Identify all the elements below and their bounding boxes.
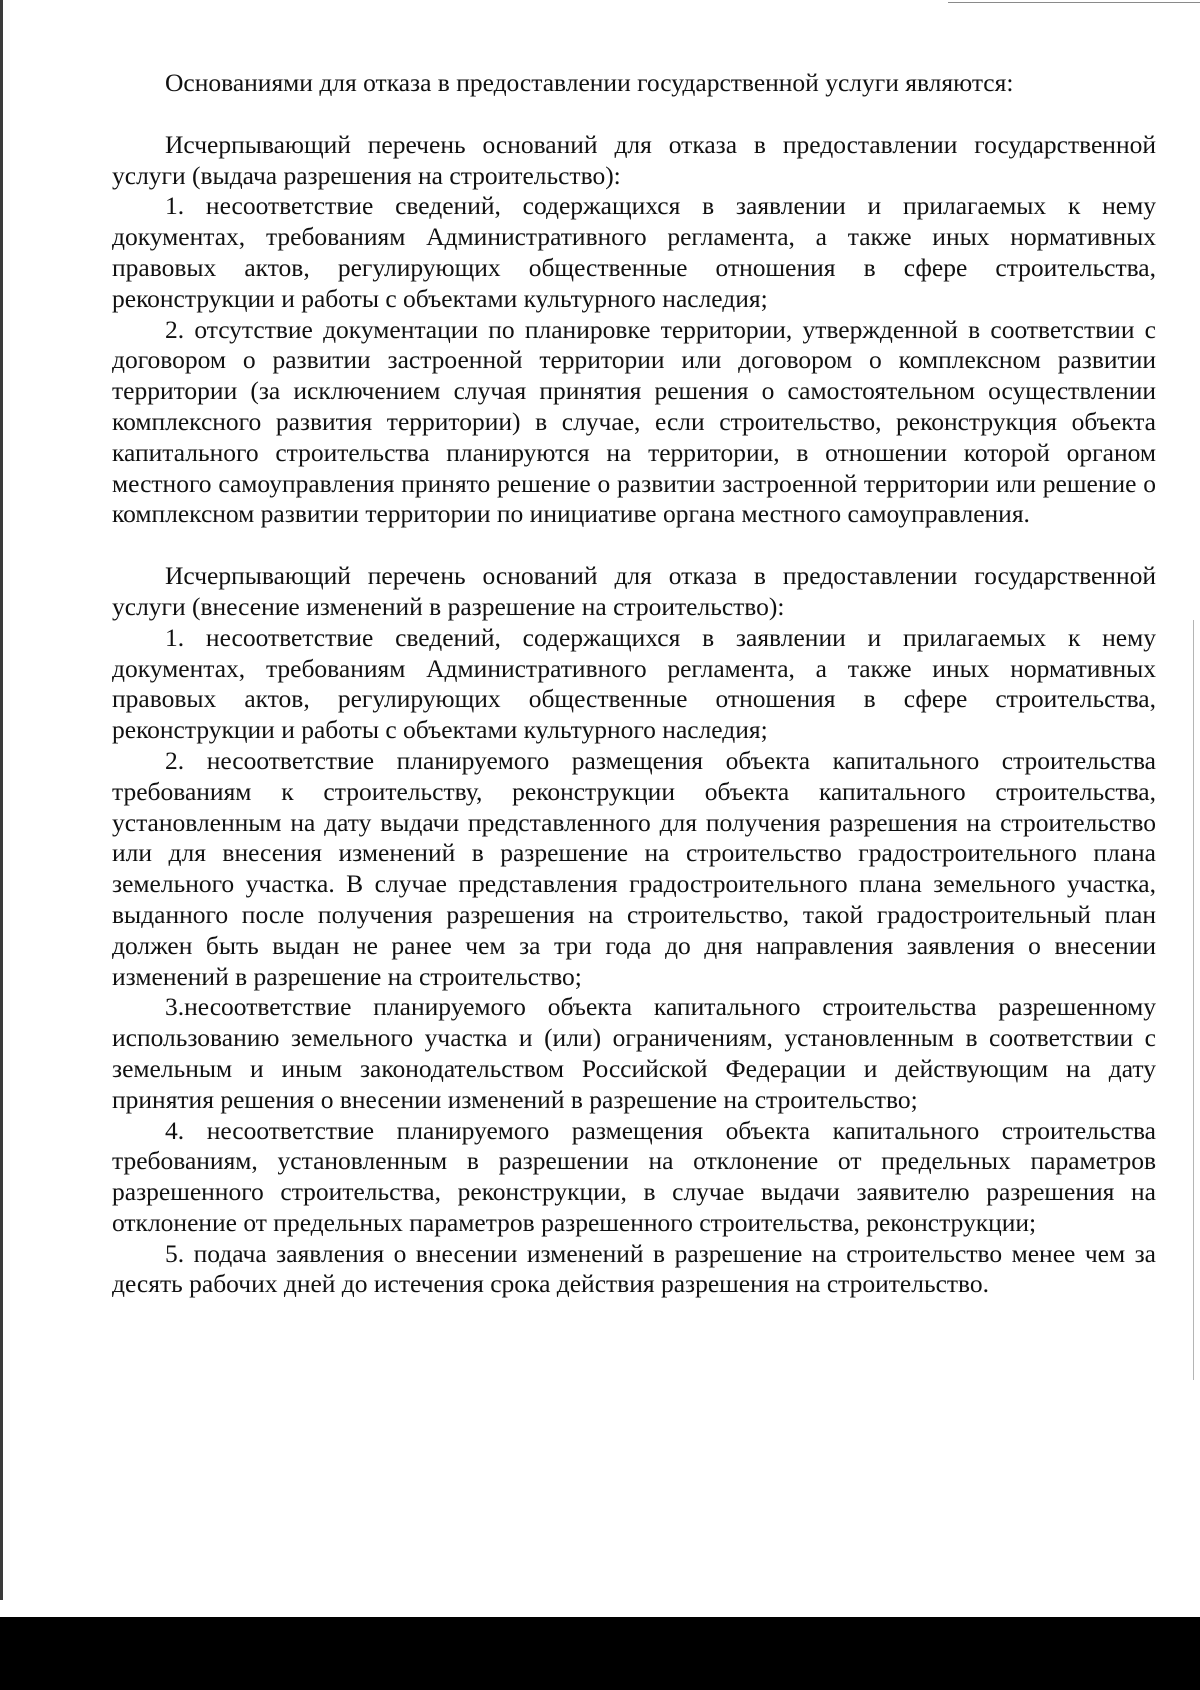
list-item: 3.несоответствие планируемого объекта капитального строительства разрешенному использованию земельного участка и (или) ограничениям, установленным в соответствии с земельным и иным законодательством Российской Федерации и действующим на дату принятия решения о внесении изменений в разрешение на строительство;: [112, 992, 1156, 1114]
list-item: 2. несоответствие планируемого размещения объекта капитального строительства требованиям к строительству, реконструкции объекта капитального строительства, установленным на дату выдачи представленного для получения разрешения на строительство или для внесения изменений в разрешение на строительство градостроительного плана земельного участка. В случае представления градостроительного плана земельного участка, выданного после получения разрешения на строительство, такой градостроительный план должен быть выдан не ранее чем за три года до дня направления заявления о внесении изменений в разрешение на строительство;: [112, 745, 1156, 991]
document-body: [112, 68, 1156, 1300]
paragraph-gap: [112, 530, 1156, 561]
scan-left-edge: [0, 0, 3, 1600]
section-issuance: [112, 130, 1156, 530]
section-intro: Исчерпывающий перечень оснований для отказа в предоставлении государственной услуги (выдача разрешения на строительство):: [112, 129, 1156, 190]
list-item: 5. подача заявления о внесении изменений в разрешение на строительство менее чем за десять рабочих дней до истечения срока действия разрешения на строительство.: [112, 1238, 1156, 1299]
section-intro: Исчерпывающий перечень оснований для отказа в предоставлении государственной услуги (внесение изменений в разрешение на строительство):: [112, 561, 1156, 621]
scan-bottom-bar: [0, 1617, 1200, 1690]
section-amendment: [112, 561, 1156, 1300]
list-item: 4. несоответствие планируемого размещения объекта капитального строительства требованиям, установленным в разрешении на отклонение от предельных параметров разрешенного строительства, реконструкции, в случае выдачи заявителю разрешения на отклонение от предельных параметров разрешенного строительства, реконструкции;: [112, 1115, 1156, 1237]
scan-right-mark: [1193, 620, 1194, 1380]
list-item: 1. несоответствие сведений, содержащихся в заявлении и прилагаемых к нему документах, требованиям Административного регламента, а также иных нормативных правовых актов, регулирующих общественные отношения в сфере строительства, реконструкции и работы с объектами культурного наследия;: [112, 191, 1156, 313]
paragraph-gap: [112, 99, 1156, 130]
document-heading: Основаниями для отказа в предоставлении государственной услуги являются:: [165, 68, 1014, 97]
list-item: 2. отсутствие документации по планировке территории, утвержденной в соответствии с договором о развитии застроенной территории или договором о комплексном развитии территории (за исключением случая принятия решения о самостоятельном осуществлении комплексного развития территории) в случае, если строительство, реконструкция объекта капитального строительства планируются на территории, в отношении которой органом местного самоуправления принято решение о развитии застроенной территории или решение о комплексном развитии территории по инициативе органа местного самоуправления.: [112, 314, 1156, 529]
scan-top-line: [948, 2, 1200, 3]
list-item: 1. несоответствие сведений, содержащихся в заявлении и прилагаемых к нему документах, требованиям Административного регламента, а также иных нормативных правовых актов, регулирующих общественные отношения в сфере строительства, реконструкции и работы с объектами культурного наследия;: [112, 622, 1156, 745]
